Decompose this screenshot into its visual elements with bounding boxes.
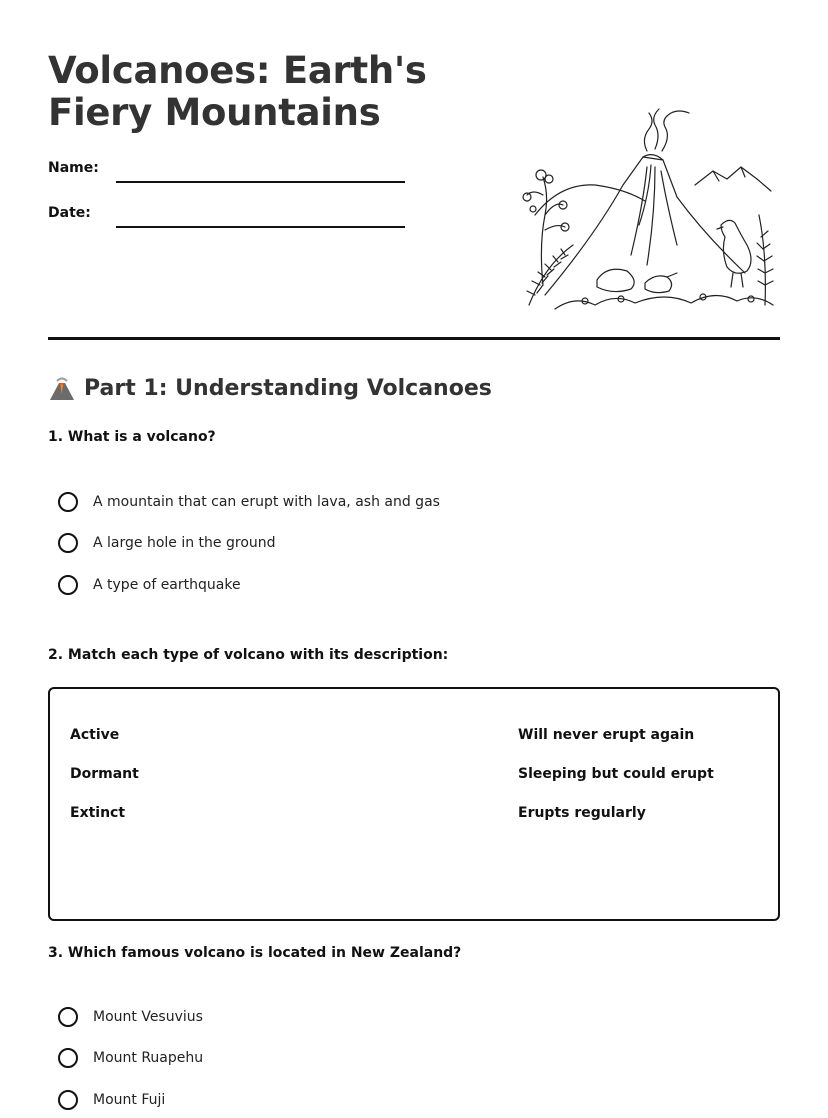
volcano-landscape-illustration [515,105,777,313]
radio-button[interactable] [58,533,78,553]
matching-box [48,687,780,921]
match-description-2[interactable]: Sleeping but could erupt [518,766,714,782]
q1-option-b-label: A large hole in the ground [93,535,276,551]
name-field[interactable] [116,181,405,183]
q1-option-b[interactable] [58,533,276,553]
page-title: Volcanoes: Earth's Fiery Mountains [48,49,427,134]
part1-heading [48,374,492,402]
q3-option-a[interactable] [58,1007,203,1027]
volcano-icon [48,374,76,402]
date-label: Date: [48,205,91,221]
name-label: Name: [48,160,99,176]
match-description-3[interactable]: Erupts regularly [518,805,646,821]
radio-button[interactable] [58,575,78,595]
radio-button[interactable] [58,1007,78,1027]
q1-option-c-label: A type of earthquake [93,577,241,593]
q1-option-c[interactable] [58,575,241,595]
radio-button[interactable] [58,492,78,512]
question-2-text: 2. Match each type of volcano with its description: [48,647,449,663]
q1-option-a[interactable] [58,492,440,512]
match-term-active[interactable]: Active [70,727,120,743]
question-1-text: 1. What is a volcano? [48,429,216,445]
radio-button[interactable] [58,1090,78,1110]
match-term-dormant[interactable]: Dormant [70,766,139,782]
date-field[interactable] [116,226,405,228]
q3-option-c[interactable] [58,1090,165,1110]
section-divider [48,337,780,340]
part1-heading-text: Part 1: Understanding Volcanoes [84,375,492,401]
q3-option-a-label: Mount Vesuvius [93,1009,203,1025]
question-3-text: 3. Which famous volcano is located in New Zealand? [48,945,462,961]
q1-option-a-label: A mountain that can erupt with lava, ash and gas [93,494,440,510]
match-term-extinct[interactable]: Extinct [70,805,126,821]
q3-option-c-label: Mount Fuji [93,1092,166,1108]
match-description-1[interactable]: Will never erupt again [518,727,695,743]
q3-option-b[interactable] [58,1048,203,1068]
radio-button[interactable] [58,1048,78,1068]
q3-option-b-label: Mount Ruapehu [93,1050,204,1066]
